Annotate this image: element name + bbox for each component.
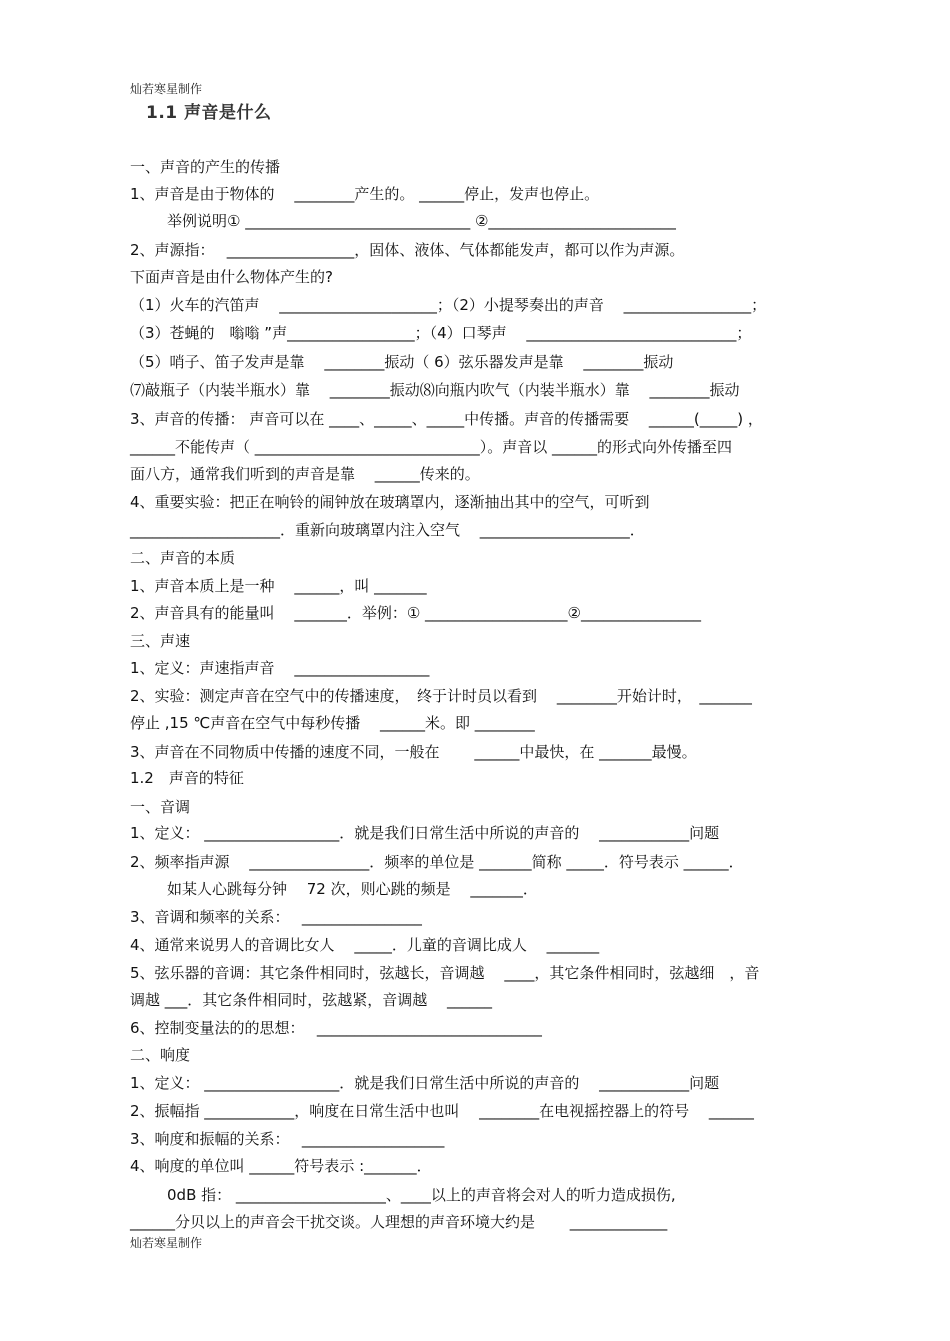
- text-line: 如某人心跳每分钟 72 次，则心跳的频是 _______．: [167, 880, 538, 898]
- text-line: 0dB 指： ____________________、____以上的声音将会对人的听力造成损伤,: [167, 1186, 676, 1204]
- text-line: 调越 ___．其它条件相同时，弦越紧，音调越 ______: [130, 991, 493, 1009]
- text-line: ____________________．重新向玻璃罩内注入空气 ____________________．: [130, 521, 645, 539]
- section-heading: 一、声音的产生的传播: [130, 158, 281, 176]
- text-line: 2、实验：测定声音在空气中的传播速度， 终于计时员以看到 ________开始计时， _______: [130, 687, 752, 705]
- text-line: 1、定义： __________________．就是我们日常生活中所说的声音的 ____________问题: [130, 1074, 720, 1092]
- text-line: 举例说明① ______________________________ ②_________________________: [167, 212, 676, 230]
- text-line: （3）苍蝇的 嗡嗡 ”声_________________；（4）口琴声 ____________________________；: [130, 324, 752, 342]
- header-watermark: 灿若寒星制作: [130, 82, 203, 96]
- text-line: 3、响度和振幅的关系： ___________________: [130, 1130, 445, 1148]
- footer-watermark: 灿若寒星制作: [130, 1236, 203, 1250]
- text-line: 面八方，通常我们听到的声音是靠 ______传来的。: [130, 465, 480, 483]
- section-heading: 三、声速: [130, 632, 191, 650]
- text-line: 1、定义：声速指声音 __________________: [130, 659, 430, 677]
- text-line: 1、定义： __________________．就是我们日常生活中所说的声音的 ____________问题: [130, 824, 720, 842]
- text-line: ______分贝以上的声音会干扰交谈。人理想的声音环境大约是 _____________: [130, 1213, 668, 1231]
- section-heading: 1.2 声音的特征: [130, 769, 244, 787]
- text-line: 2、声音具有的能量叫 _______．举例：① ___________________②________________: [130, 604, 701, 622]
- text-line: 4、重要实验：把正在响铃的闹钟放在玻璃罩内，逐渐抽出其中的空气，可听到: [130, 493, 650, 511]
- text-line: （1）火车的汽笛声 _____________________；（2）小提琴奏出的声音 _________________；: [130, 296, 767, 314]
- text-line: 下面声音是由什么物体产生的?: [130, 268, 333, 286]
- page-title: 1.1 声音是什么: [146, 103, 272, 123]
- text-line: 2、频率指声源 ________________．频率的单位是 _______简称 _____．符号表示 ______．: [130, 853, 744, 871]
- section-heading: 二、响度: [130, 1046, 191, 1064]
- text-line: 5、弦乐器的音调：其它条件相同时，弦越长，音调越 ____，其它条件相同时，弦越细 ，音: [130, 964, 760, 982]
- text-line: 3、声音的传播： 声音可以在 ____、_____、_____中传播。声音的传播需要 ______(_____) ，: [130, 410, 763, 428]
- text-line: 2、声源指： _________________，固体、液体、气体都能发声，都可以作为声源。: [130, 241, 685, 259]
- text-line: 停止 ,15 ℃声音在空气中每秒传播 ______米。即 ________: [130, 714, 535, 732]
- text-line: 1、声音是由于物体的 ________产生的。 ______停止，发声也停止。: [130, 185, 600, 203]
- section-heading: 一、音调: [130, 798, 191, 816]
- text-line: （5）哨子、笛子发声是靠 ________振动（ 6）弦乐器发声是靠 ________振动: [130, 353, 674, 371]
- text-line: 2、振幅指 ____________，响度在日常生活中也叫 ________在电视摇控器上的符号 ______: [130, 1102, 754, 1120]
- text-line: 3、声音在不同物质中传播的速度不同，一般在 ______中最快，在 _______最慢。: [130, 743, 697, 761]
- text-line: 6、控制变量法的的思想： ______________________________: [130, 1019, 542, 1037]
- text-line: 4、响度的单位叫 ______符号表示 :_______．: [130, 1157, 432, 1175]
- text-line: 1、声音本质上是一种 ______，叫 _______: [130, 577, 427, 595]
- text-line: ⑺敲瓶子（内装半瓶水）靠 ________振动⑻向瓶内吹气（内装半瓶水）靠 ________振动: [130, 381, 740, 399]
- text-line: 4、通常来说男人的音调比女人 _____．儿童的音调比成人 _______: [130, 936, 600, 954]
- text-line: ______不能传声（ ______________________________）。声音以 ______的形式向外传播至四: [130, 438, 733, 456]
- section-heading: 二、声音的本质: [130, 549, 236, 567]
- text-line: 3、音调和频率的关系： ________________: [130, 908, 422, 926]
